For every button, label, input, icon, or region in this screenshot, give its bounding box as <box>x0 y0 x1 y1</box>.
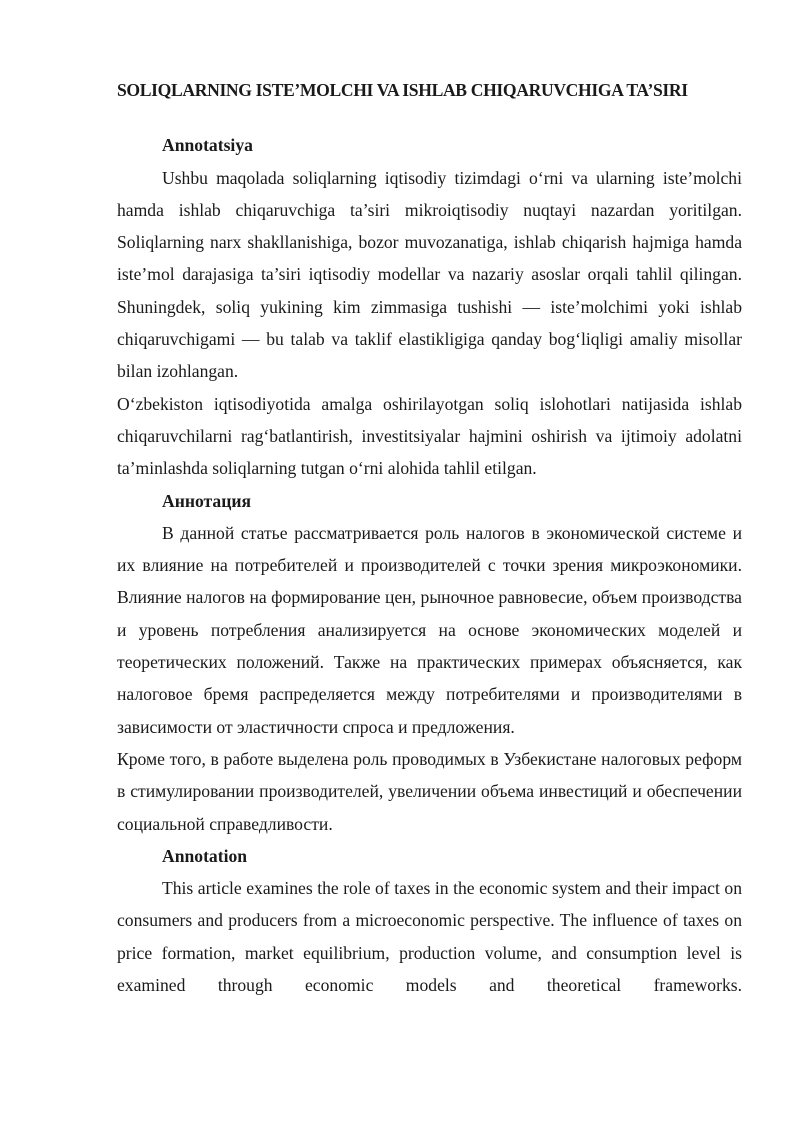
abstract-english <box>117 840 742 1001</box>
abstract-heading-uz: Annotatsiya <box>162 135 253 156</box>
abstract-russian <box>117 485 742 840</box>
abstract-paragraph-ru-2: Кроме того, в работе выделена роль проводимых в Узбекистане налоговых реформ в стимулировании производителей, увеличении объема инвестиций и обеспечении социальной справедливости. <box>117 748 742 834</box>
abstract-paragraph-en-1: This article examines the role of taxes in the economic system and their impact on consumers and producers from a microeconomic perspective. The influence of taxes on price formation, market equilibrium, production volume, and consumption level is examined through economic models and theoretical frameworks. <box>117 878 742 996</box>
abstract-heading-ru: Аннотация <box>162 490 251 511</box>
abstract-paragraph-ru-1: В данной статье рассматривается роль налогов в экономической системе и их влияние на потребителей и производителей с точки зрения микроэкономики. Влияние налогов на формирование цен, рыночное равновесие, объем производства и уровень потребления анализируется на основе экономических моделей и теоретических положений. Также на практических примерах объясняется, как налоговое бремя распределяется между потребителями и производителями в зависимости от эластичности спроса и предложения. <box>117 522 742 737</box>
abstract-paragraph-uz-2: O‘zbekiston iqtisodiyotida amalga oshirilayotgan soliq islohotlari natijasida ishlab chiqaruvchilarni rag‘batlantirish, investitsiyalar hajmini oshirish va ijtimoiy adolatni ta’minlashda soliqlarning tutgan o‘rni alohida tahlil etilgan. <box>117 393 742 479</box>
abstract-uzbek <box>117 129 742 484</box>
abstract-heading-en: Annotation <box>162 845 248 866</box>
document-page <box>117 74 742 1001</box>
abstract-paragraph-uz-1: Ushbu maqolada soliqlarning iqtisodiy tizimdagi o‘rni va ularning iste’molchi hamda ishlab chiqaruvchiga ta’siri mikroiqtisodiy nuqtayi nazardan yoritilgan. Soliqlarning narx shakllanishiga, bozor muvozanatiga, ishlab chiqarish hajmiga hamda iste’mol darajasiga ta’siri iqtisodiy modellar va nazariy asoslar orqali tahlil qilingan. Shuningdek, soliq yukining kim zimmasiga tushishi — iste’molchimi yoki ishlab chiqaruvchigami — bu talab va taklif elastikligiga qanday bog‘liqligi amaliy misollar bilan izohlangan. <box>117 167 742 382</box>
article-title: SOLIQLARNING ISTE’MOLCHI VA ISHLAB CHIQARUVCHIGA TA’SIRI <box>117 80 688 100</box>
